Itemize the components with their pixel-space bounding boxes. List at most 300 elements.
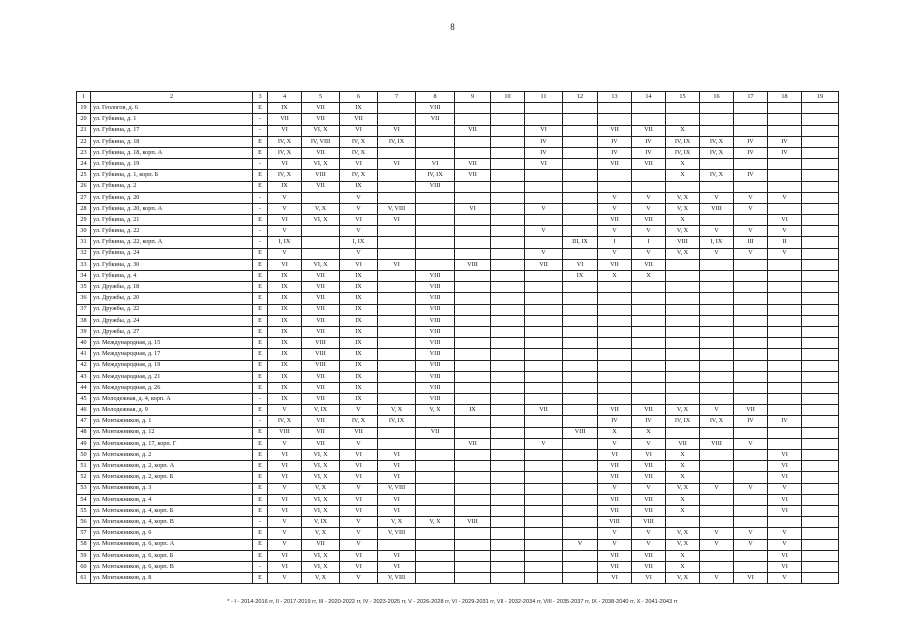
table-cell (455, 427, 491, 438)
table-cell (802, 226, 839, 237)
table-cell (700, 561, 734, 572)
table-cell (302, 192, 340, 203)
table-cell: IV (632, 136, 666, 147)
table-cell: X (598, 271, 632, 282)
table-cell (632, 282, 666, 293)
table-cell (563, 561, 598, 572)
table-cell: IX (340, 371, 378, 382)
table-cell: IV, IX (378, 136, 416, 147)
table-cell (802, 573, 839, 584)
table-cell: V (632, 539, 666, 550)
table-cell (700, 338, 734, 349)
table-cell (563, 136, 598, 147)
table-cell: V, X (666, 539, 700, 550)
table-cell (802, 405, 839, 416)
table-row (77, 315, 839, 326)
table-cell: IV, X (340, 136, 378, 147)
table-cell (563, 315, 598, 326)
table-cell: V (700, 573, 734, 584)
table-cell: VII (632, 259, 666, 270)
table-cell (378, 170, 416, 181)
table-cell: IX (340, 103, 378, 114)
row-number-cell: 39 (77, 326, 91, 337)
row-number-cell: 56 (77, 517, 91, 528)
table-cell (666, 304, 700, 315)
table-cell (666, 371, 700, 382)
table-cell (525, 360, 563, 371)
table-cell: Е (253, 259, 268, 270)
table-cell (700, 326, 734, 337)
table-cell (802, 528, 839, 539)
table-cell: VI (340, 215, 378, 226)
table-cell (734, 315, 768, 326)
table-cell (768, 349, 802, 360)
table-cell: - (253, 394, 268, 405)
table-cell (734, 371, 768, 382)
column-header: 16 (700, 92, 734, 103)
table-cell (416, 472, 455, 483)
table-cell (491, 203, 525, 214)
table-cell (598, 293, 632, 304)
table-cell (416, 573, 455, 584)
table-cell: X (666, 472, 700, 483)
table-cell (455, 248, 491, 259)
table-cell (734, 550, 768, 561)
table-cell: VII (632, 550, 666, 561)
address-cell: ул. Монтажников, д. 6, корп. А (91, 539, 253, 550)
table-cell: VI (268, 125, 302, 136)
table-cell (525, 450, 563, 461)
address-cell: ул. Международная, д. 19 (91, 360, 253, 371)
table-cell: VI (268, 550, 302, 561)
column-header: 6 (340, 92, 378, 103)
table-cell (700, 304, 734, 315)
table-cell (632, 170, 666, 181)
table-cell (768, 315, 802, 326)
table-cell: III, IX (563, 237, 598, 248)
table-cell: IV (734, 136, 768, 147)
table-cell: VI (455, 203, 491, 214)
table-cell: IV, X (700, 416, 734, 427)
table-cell: V (734, 203, 768, 214)
table-cell: V, VIII (378, 528, 416, 539)
table-cell (734, 293, 768, 304)
table-cell (525, 539, 563, 550)
table-cell (632, 382, 666, 393)
address-cell: ул. Монтажников, д. 12 (91, 427, 253, 438)
table-cell (666, 360, 700, 371)
table-cell (563, 517, 598, 528)
table-cell: VII (598, 259, 632, 270)
table-cell (734, 472, 768, 483)
table-cell: VI (525, 125, 563, 136)
table-cell (563, 248, 598, 259)
table-cell (563, 494, 598, 505)
table-cell (734, 427, 768, 438)
table-cell (455, 371, 491, 382)
table-cell: VII (302, 147, 340, 158)
table-cell (455, 271, 491, 282)
table-cell: Е (253, 293, 268, 304)
table-cell (378, 282, 416, 293)
table-cell (416, 203, 455, 214)
row-number-cell: 30 (77, 226, 91, 237)
table-cell (455, 550, 491, 561)
table-row (77, 450, 839, 461)
column-header: 5 (302, 92, 340, 103)
column-header: 3 (253, 92, 268, 103)
table-cell (563, 416, 598, 427)
address-cell: ул. Дружбы, д. 27 (91, 326, 253, 337)
table-cell: IV (525, 147, 563, 158)
table-cell (802, 483, 839, 494)
table-cell: VII (302, 539, 340, 550)
row-number-cell: 27 (77, 192, 91, 203)
table-cell (734, 125, 768, 136)
table-cell: IX (268, 382, 302, 393)
table-cell (455, 315, 491, 326)
table-cell: VI, X (302, 561, 340, 572)
table-cell: VI, X (302, 259, 340, 270)
table-row (77, 561, 839, 572)
table-cell (598, 181, 632, 192)
table-cell: X (666, 550, 700, 561)
address-cell: ул. Монтажников, д. 2, корп. Б (91, 472, 253, 483)
table-cell: V (268, 203, 302, 214)
address-cell: ул. Губкина, д. 18 (91, 136, 253, 147)
table-cell (378, 103, 416, 114)
table-cell (700, 360, 734, 371)
table-cell: VIII (416, 394, 455, 405)
table-cell: VII (632, 505, 666, 516)
table-cell: Е (253, 170, 268, 181)
table-cell: Е (253, 349, 268, 360)
table-cell: VIII (416, 181, 455, 192)
row-number-cell: 26 (77, 181, 91, 192)
table-cell (378, 293, 416, 304)
table-cell (632, 360, 666, 371)
table-cell (378, 181, 416, 192)
table-cell (802, 203, 839, 214)
table-cell (666, 349, 700, 360)
table-cell (666, 103, 700, 114)
table-cell: V (700, 539, 734, 550)
table-cell (416, 416, 455, 427)
schedule-table (76, 91, 839, 584)
table-cell (378, 394, 416, 405)
table-cell: V, X (666, 483, 700, 494)
table-cell: V (700, 192, 734, 203)
table-cell (734, 215, 768, 226)
table-cell (302, 248, 340, 259)
table-cell: VII (598, 159, 632, 170)
table-cell (598, 114, 632, 125)
table-cell (802, 371, 839, 382)
table-cell: VI, X (302, 505, 340, 516)
table-cell (455, 561, 491, 572)
table-cell (563, 505, 598, 516)
table-cell (768, 114, 802, 125)
table-cell (525, 371, 563, 382)
table-cell: VII (632, 405, 666, 416)
table-cell (700, 494, 734, 505)
table-cell: V (268, 438, 302, 449)
table-cell (455, 472, 491, 483)
table-cell: V, X (302, 528, 340, 539)
table-cell: VII (598, 461, 632, 472)
table-cell (491, 573, 525, 584)
table-cell (598, 382, 632, 393)
table-cell: X (666, 450, 700, 461)
table-cell: V, X (378, 405, 416, 416)
table-cell (563, 226, 598, 237)
table-cell (491, 349, 525, 360)
table-cell: X (632, 427, 666, 438)
row-number-cell: 50 (77, 450, 91, 461)
table-cell: Е (253, 338, 268, 349)
table-cell (802, 505, 839, 516)
column-header: 12 (563, 92, 598, 103)
table-cell (525, 505, 563, 516)
table-cell: VII (598, 125, 632, 136)
table-cell (700, 427, 734, 438)
table-cell: X (666, 159, 700, 170)
table-cell: V (340, 528, 378, 539)
table-cell: VII (632, 561, 666, 572)
table-cell (525, 103, 563, 114)
table-cell: V (632, 528, 666, 539)
table-cell (734, 326, 768, 337)
table-cell: IX (340, 338, 378, 349)
address-cell: ул. Дружбы, д. 18 (91, 282, 253, 293)
table-cell: Е (253, 550, 268, 561)
table-cell (563, 215, 598, 226)
table-cell (734, 494, 768, 505)
table-cell: IV (768, 136, 802, 147)
table-cell: Е (253, 528, 268, 539)
table-cell (734, 450, 768, 461)
table-cell: Е (253, 483, 268, 494)
table-cell (666, 517, 700, 528)
row-number-cell: 55 (77, 505, 91, 516)
table-cell (416, 226, 455, 237)
table-cell: V (340, 192, 378, 203)
table-cell (455, 215, 491, 226)
table-cell (632, 114, 666, 125)
table-cell (563, 573, 598, 584)
table-cell (598, 360, 632, 371)
table-cell (416, 539, 455, 550)
table-cell (802, 159, 839, 170)
table-cell: VII (302, 181, 340, 192)
table-cell: IX (340, 382, 378, 393)
table-cell: VI, X (302, 461, 340, 472)
address-cell: ул. Монтажников, д. 6, корп. Б (91, 550, 253, 561)
table-cell: IX (340, 271, 378, 282)
table-cell (491, 248, 525, 259)
table-cell: VIII (416, 304, 455, 315)
table-cell (525, 561, 563, 572)
table-cell: Е (253, 461, 268, 472)
table-cell: IV, X (268, 136, 302, 147)
address-cell: ул. Губкина, д. 1, корп. Б (91, 170, 253, 181)
table-cell (700, 103, 734, 114)
table-cell (802, 394, 839, 405)
table-cell (734, 349, 768, 360)
table-cell (491, 461, 525, 472)
table-cell (563, 203, 598, 214)
table-cell (768, 271, 802, 282)
table-cell (455, 483, 491, 494)
table-cell (378, 226, 416, 237)
table-cell: V (340, 226, 378, 237)
table-cell: III (734, 237, 768, 248)
table-cell (563, 293, 598, 304)
table-cell (700, 349, 734, 360)
table-cell: VIII (416, 282, 455, 293)
row-number-cell: 45 (77, 394, 91, 405)
table-cell: IX (340, 360, 378, 371)
table-cell: VIII (416, 326, 455, 337)
table-cell: Е (253, 573, 268, 584)
table-cell (491, 282, 525, 293)
table-row (77, 203, 839, 214)
table-cell (455, 326, 491, 337)
table-cell (802, 136, 839, 147)
address-cell: ул. Губкина, д. 22, корп. А (91, 237, 253, 248)
table-cell: - (253, 237, 268, 248)
table-cell (525, 304, 563, 315)
table-cell: VIII (416, 371, 455, 382)
table-cell (491, 371, 525, 382)
table-cell: IX (268, 103, 302, 114)
table-cell: V, X (416, 517, 455, 528)
table-cell: IX (268, 326, 302, 337)
address-cell: ул. Международная, д. 21 (91, 371, 253, 382)
table-cell: V (268, 405, 302, 416)
table-cell (525, 517, 563, 528)
table-cell: I, IX (340, 237, 378, 248)
table-cell (563, 371, 598, 382)
table-cell: VI (340, 550, 378, 561)
table-cell (563, 170, 598, 181)
table-cell (802, 494, 839, 505)
table-cell (734, 561, 768, 572)
table-cell: VII (302, 326, 340, 337)
table-cell (768, 427, 802, 438)
table-cell (563, 438, 598, 449)
table-cell (491, 170, 525, 181)
table-cell (491, 114, 525, 125)
table-cell: V (632, 438, 666, 449)
table-cell (700, 159, 734, 170)
table-cell: VII (598, 505, 632, 516)
table-cell: V, X (666, 192, 700, 203)
table-cell: VIII (302, 349, 340, 360)
table-cell (632, 103, 666, 114)
table-cell: VII (666, 438, 700, 449)
table-cell: V (598, 438, 632, 449)
table-row (77, 505, 839, 516)
table-cell: VI (768, 461, 802, 472)
page-number: 8 (450, 22, 455, 32)
table-cell (802, 181, 839, 192)
table-cell (768, 326, 802, 337)
table-cell: VII (416, 114, 455, 125)
table-cell (734, 505, 768, 516)
table-cell: V, X (666, 405, 700, 416)
table-cell: VI (268, 450, 302, 461)
table-cell (666, 293, 700, 304)
table-cell (455, 136, 491, 147)
table-body (77, 92, 839, 584)
table-row (77, 494, 839, 505)
table-cell (491, 427, 525, 438)
table-cell (802, 114, 839, 125)
table-cell (802, 259, 839, 270)
table-row (77, 282, 839, 293)
table-cell (525, 349, 563, 360)
column-header: 11 (525, 92, 563, 103)
table-cell (491, 360, 525, 371)
table-cell (802, 237, 839, 248)
table-cell: IV (734, 416, 768, 427)
row-number-cell: 48 (77, 427, 91, 438)
table-cell: VI (378, 125, 416, 136)
table-cell (455, 382, 491, 393)
table-cell (491, 103, 525, 114)
table-cell (632, 326, 666, 337)
address-cell: ул. Губкина, д. 20, корп. А (91, 203, 253, 214)
table-cell (598, 371, 632, 382)
table-cell: VII (525, 259, 563, 270)
table-cell: V, X (302, 203, 340, 214)
table-cell (700, 259, 734, 270)
row-number-cell: 37 (77, 304, 91, 315)
table-cell (632, 315, 666, 326)
table-cell: VI (563, 259, 598, 270)
table-cell (378, 371, 416, 382)
table-cell (491, 237, 525, 248)
table-cell (491, 338, 525, 349)
table-cell: V, X (666, 248, 700, 259)
table-cell (378, 539, 416, 550)
table-cell: V (268, 226, 302, 237)
table-cell: VI (340, 461, 378, 472)
table-cell: VIII (455, 259, 491, 270)
table-row (77, 215, 839, 226)
table-cell: VII (302, 438, 340, 449)
table-cell: Е (253, 136, 268, 147)
table-cell: VIII (416, 103, 455, 114)
table-cell (378, 382, 416, 393)
table-cell: VI (268, 472, 302, 483)
table-row (77, 248, 839, 259)
table-cell (734, 181, 768, 192)
address-cell: ул. Монтажников, д. 4 (91, 494, 253, 505)
table-cell (802, 282, 839, 293)
address-cell: ул. Международная, д. 17 (91, 349, 253, 360)
row-number-cell: 51 (77, 461, 91, 472)
table-cell: VI (340, 159, 378, 170)
table-cell: IV, IX (378, 416, 416, 427)
table-cell (525, 573, 563, 584)
table-cell (491, 259, 525, 270)
table-cell (416, 505, 455, 516)
table-cell: IV (734, 170, 768, 181)
table-cell: X (666, 215, 700, 226)
table-cell: V, IX (302, 517, 340, 528)
